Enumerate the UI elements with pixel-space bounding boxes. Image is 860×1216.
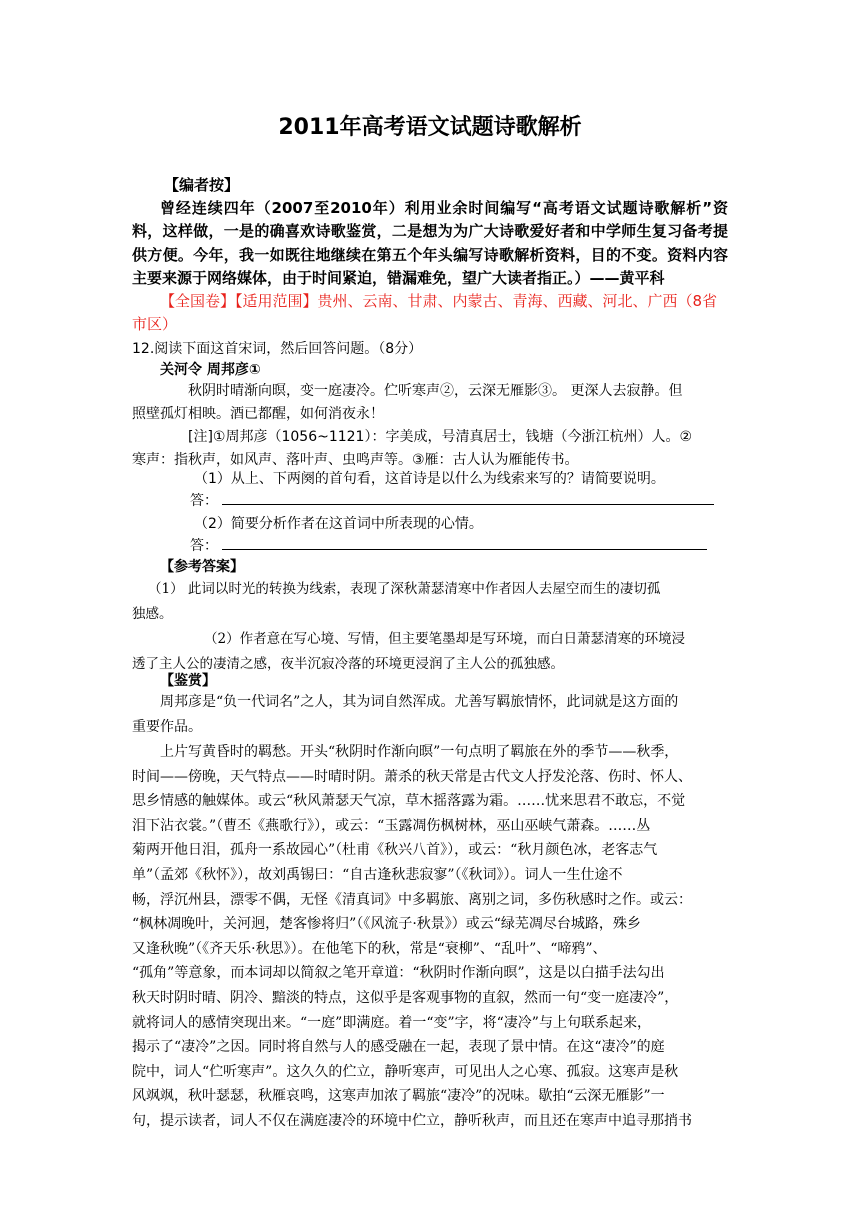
reference-answer-1 — [132, 577, 728, 628]
appreciation-line: 菊两开他日泪，孤舟一系故园心”（杜甫《秋兴八首》），或云：“秋月颜色冰，老客志气 — [132, 842, 658, 859]
appreciation-line: 单”（孟郊《秋怀》），故刘禹锡曰：“自古逢秋悲寂寥”（《秋词》）。词人一生仕途不 — [132, 866, 623, 883]
question-1: （1）从上、下两阕的首句看，这首诗是以什么为线索来写的？请简要说明。 — [194, 471, 665, 487]
appreciation-line: “孤角”等意象，而本词却以简叙之笔开章道：“秋阴时作渐向暝”，这是以白描手法勾出 — [132, 965, 665, 982]
answer-blank-1[interactable] — [222, 490, 714, 505]
appreciation-paragraph-2 — [132, 740, 728, 1134]
appreciation-line: 思乡情感的触媒体。或云“秋风萧瑟天气凉，草木摇落露为霜。……忧来思君不敢忘，不觉 — [132, 793, 686, 810]
poem-notes — [132, 426, 728, 473]
page-title: 2011年高考语文试题诗歌解析 — [278, 115, 582, 140]
appreciation-line: 风飒飒，秋叶瑟瑟，秋雁哀鸣，这寒声加浓了羁旅“凄冷”的况味。歇拍“云深无雁影”一 — [132, 1088, 665, 1105]
appreciation-line: 重要作品。 — [132, 718, 202, 735]
scope-regions: 贵州、云南、甘肃、内蒙古、青海、西藏、河北、广西（8省 — [317, 292, 718, 310]
appreciation-line: 院中，词人“伫听寒声”。这久久的伫立，静听寒声，可见出人之心寒、孤寂。这寒声是秋 — [132, 1063, 679, 1080]
answer-row-1 — [190, 490, 786, 513]
answer-line-text: （2）作者意在写心境、写情，但主要笔墨却是写环境，而白日萧瑟清寒的环境浸 — [204, 631, 686, 647]
appreciation-line: “枫林凋晚叶，关河迥，楚客惨将归”（《风流子·秋景》）或云“绿芜凋尽台城路，殊乡 — [132, 916, 641, 933]
scope-line — [132, 290, 728, 336]
question-2: （2）简要分析作者在这首词中所表现的心情。 — [194, 516, 483, 532]
answer-blank-2[interactable] — [222, 535, 707, 550]
poem-title: 关河令 周邦彦① — [160, 362, 261, 378]
answer-line-text: （1） 此词以时光的转换为线索，表现了深秋萧瑟清寒中作者因人去屋空而生的凄切孤 — [148, 581, 661, 597]
answer-label: 答： — [190, 493, 218, 509]
editor-note — [132, 174, 728, 290]
appreciation-line: 就将词人的感情突现出来。“一庭”即满庭。着一“变”字，将“凄冷”与上句联系起来， — [132, 1014, 651, 1031]
answer-line-text: 独感。 — [132, 606, 173, 623]
appreciation-line: 秋天时阴时晴、阴冷、黯淡的特点，这似乎是客观事物的直叙，然而一句“变一庭凄冷”， — [132, 989, 679, 1006]
poem-line: 照壁孤灯相映。酒已都醒，如何消夜永！ — [132, 406, 384, 423]
scope-label-range: 【适用范围】 — [235, 292, 318, 310]
scope-label-national: 【全国卷】 — [160, 292, 236, 310]
appreciation-line: 时间——傍晚，天气特点——时晴时阴。萧杀的秋天常是古代文人抒发沦落、伤时、怀人、 — [132, 768, 692, 785]
appreciation-line: 周邦彦是“负一代词名”之人，其为词自然浑成。尤善写羁旅情怀，此词就是这方面的 — [160, 694, 679, 710]
appreciation-line: 上片写黄昏时的羁愁。开头“秋阴时作渐向暝”一句点明了羁旅在外的季节——秋季， — [160, 744, 679, 760]
appreciation-line: 句，提示读者，词人不仅在满庭凄冷的环境中伫立，静听秋声，而且还在寒声中追寻那捎书 — [132, 1112, 692, 1129]
appreciation-paragraph-1 — [132, 690, 728, 739]
answer-label: 答： — [190, 538, 218, 554]
editor-note-heading: 【编者按】 — [164, 176, 240, 194]
appreciation-line: 畅，浮沉州县，漂零不偶，无怪《清真词》中多羁旅、离别之词，多伤秋感时之作。或云： — [132, 891, 692, 908]
editor-note-body: 曾经连续四年（2007至2010年）利用业余时间编写“高考语文试题诗歌解析”资料，这样做，一是的确喜欢诗歌鉴赏，二是想为为广大诗歌爱好者和中学师生复习备考提供方便。今年，我一如既往地继续在第五个年头编写诗歌解析资料，目的不变。资料内容主要来源于网络媒体，由于时间紧迫，错漏难免，望广大读者指正。）——黄平科 — [132, 199, 728, 287]
appreciation-line: 又逢秋晚”（《齐天乐·秋思》）。在他笔下的秋，常是“衰柳”、“乱叶”、“啼鸦”、 — [132, 940, 607, 957]
poem-line: 秋阴时晴渐向暝，变一庭凄冷。伫听寒声②，云深无雁影③。 更深人去寂静。但 — [188, 383, 683, 399]
reference-heading: 【参考答案】 — [160, 559, 244, 575]
appreciation-heading: 【鉴赏】 — [160, 673, 216, 689]
answer-row-2 — [190, 535, 786, 558]
appreciation-line: 揭示了“凄冷”之因。同时将自然与人的感受融在一起，表现了景中情。在这“凄冷”的庭 — [132, 1039, 665, 1056]
note-line: 寒声：指秋声，如风声、落叶声、虫鸣声等。③雁：古人认为雁能传书。 — [132, 452, 579, 469]
poem-text — [132, 380, 728, 427]
question-intro: 12.阅读下面这首宋词，然后回答问题。（8分） — [132, 341, 423, 357]
answer-line-text: 透了主人公的凄清之感，夜半沉寂冷落的环境更浸润了主人公的孤独感。 — [132, 656, 564, 673]
scope-tail: 市区） — [132, 315, 178, 334]
note-line: [注]①周邦彦（1056~1121）：字美成，号清真居士，钱塘（今浙江杭州）人。② — [188, 429, 693, 445]
appreciation-line: 泪下沾衣裳。”（曹丕《燕歌行》），或云：“玉露凋伤枫树林，巫山巫峡气萧森。……丛 — [132, 817, 651, 834]
